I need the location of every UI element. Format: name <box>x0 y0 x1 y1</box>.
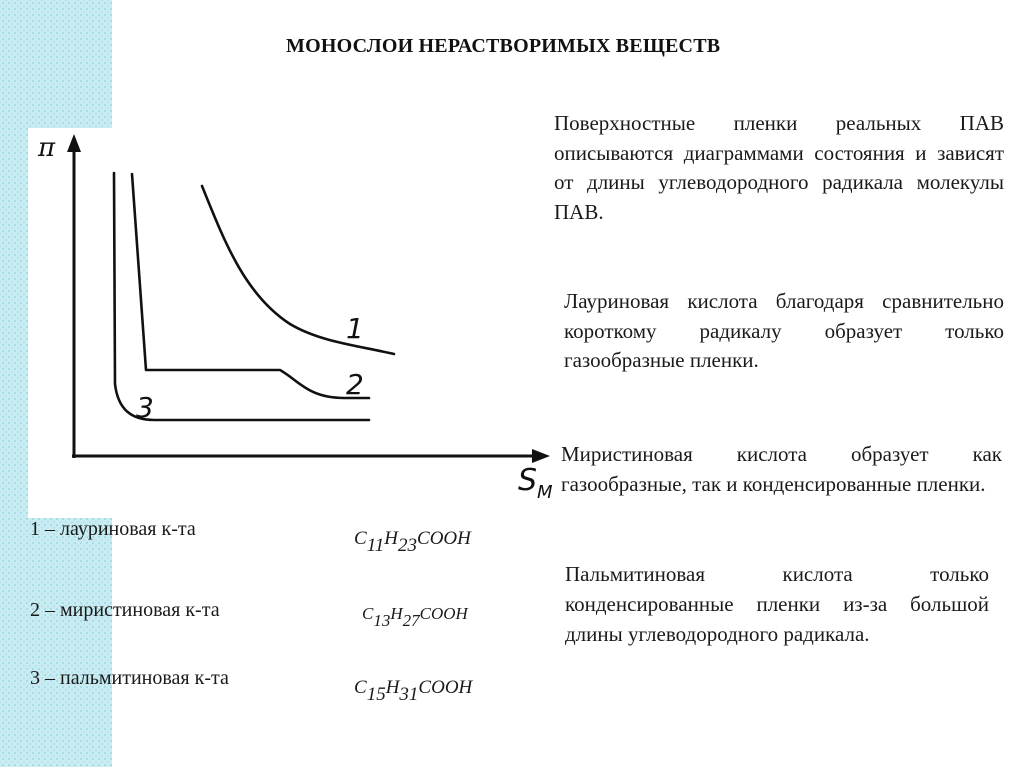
curve-1-lauric <box>202 186 394 354</box>
x-axis-label: $S_M$ <box>518 463 553 503</box>
state-diagram <box>28 128 568 518</box>
paragraph-surface-films: Поверхностные пленки реальных ПАВ описываются диаграммами состояния и зависят от длины углеводородного радикала молекулы ПАВ. <box>554 111 1004 224</box>
state-diagram-panel <box>28 128 568 518</box>
formula-palmitic: $C_{15}H_{31}COOH$ <box>354 677 473 705</box>
slide-title: МОНОСЛОИ НЕРАСТВОРИМЫХ ВЕЩЕСТВ <box>286 35 721 57</box>
curve-label-1: 1 <box>346 312 364 345</box>
curve-3-palmitic <box>114 173 369 420</box>
legend-item-myristic: 2 – миристиновая к-та <box>30 599 220 621</box>
x-axis-arrowhead <box>532 449 550 463</box>
y-axis-label: π <box>38 133 56 163</box>
paragraph-palmitic-acid: Пальмитиновая кислота только конденсированные пленки из-за большой длины углеводородного радикала. <box>565 562 989 646</box>
paragraph-lauric-acid: Лауриновая кислота благодаря сравнительно короткому радикалу образует только газообразные пленки. <box>564 289 1004 372</box>
formula-lauric: $C_{11}H_{23}COOH$ <box>354 528 471 556</box>
legend-item-lauric: 1 – лауриновая к-та <box>30 518 196 540</box>
y-axis-arrowhead <box>67 134 81 152</box>
curve-label-3: 3 <box>136 391 154 424</box>
legend-item-palmitic: 3 – пальмитиновая к-та <box>30 667 229 689</box>
curve-label-2: 2 <box>346 368 364 401</box>
paragraph-myristic-acid: Миристиновая кислота образует как газообразные, так и конденсированные пленки. <box>561 442 1002 496</box>
formula-myristic: $C_{13}H_{27}COOH$ <box>362 604 468 630</box>
